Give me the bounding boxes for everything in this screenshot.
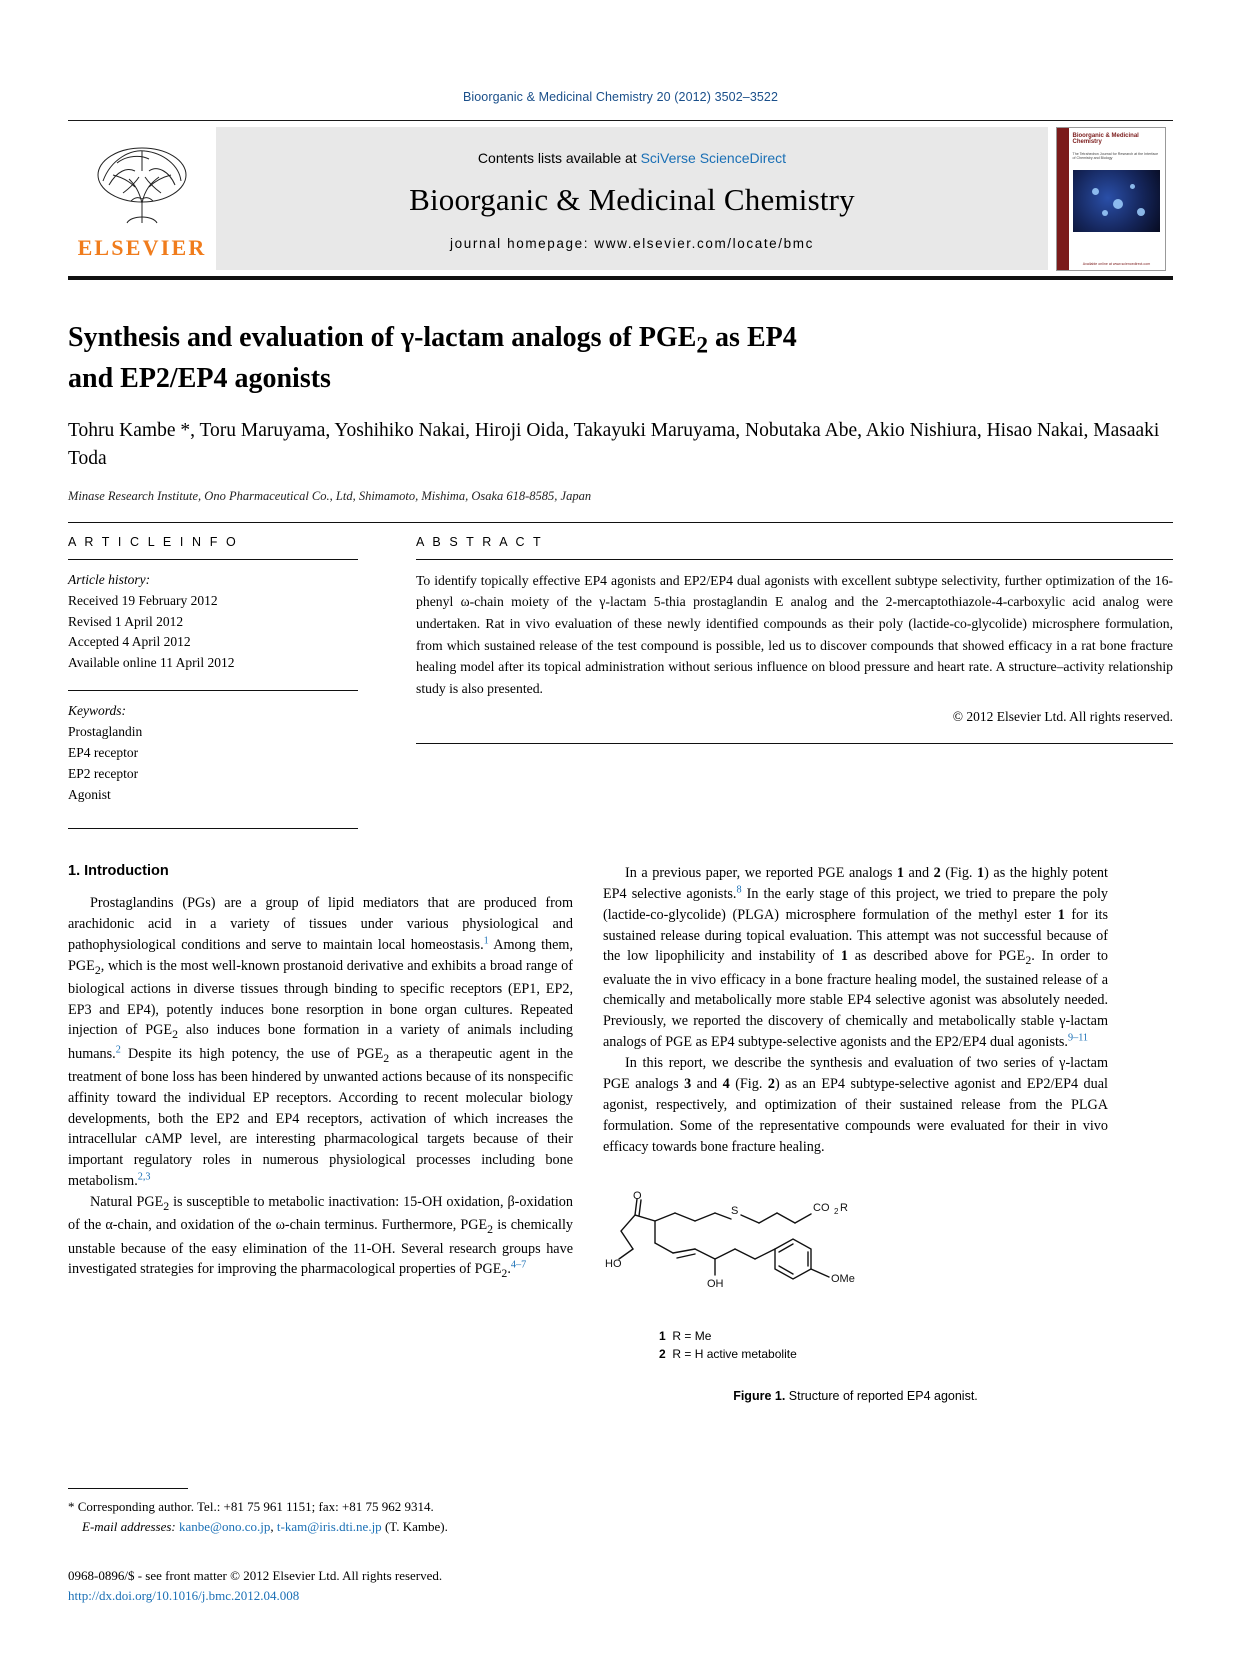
svg-text:2: 2 xyxy=(834,1207,839,1217)
article-info-column xyxy=(68,535,386,829)
info-abstract-section xyxy=(68,522,1173,829)
email-separator: , xyxy=(270,1518,277,1534)
email-line xyxy=(68,1517,573,1537)
compound-number: 1 xyxy=(659,1329,666,1344)
abstract-text: To identify topically effective EP4 agonists and EP2/EP4 dual agonists with excellent subtype selectivity, further optimization of the 16-phenyl ω-chain moiety of the γ-lactam 5-thia prostaglandin E analog and the 2-mercaptothiazole-4-carboxylic acid analog were undertaken. Rat in vivo evaluation of these newly identified compounds as their poly (lactide-co-glycolide) microsphere formulation, from which sustained release of the test compound is possible, led us to discover compounds that showed efficacy in a rat bone fracture healing model after its topical administration without serious influence on blood pressure and heart rate. A structure–activity relationship study is also presented. xyxy=(416,572,1173,696)
title-part-1: Synthesis and evaluation of γ-lactam analogs of PGE xyxy=(68,322,697,353)
cover-spine xyxy=(1057,128,1069,270)
svg-text:R: R xyxy=(840,1202,848,1215)
atom-label-HO: HO xyxy=(605,1258,622,1271)
email-tail: (T. Kambe). xyxy=(381,1518,448,1534)
atom-label-OMe: OMe xyxy=(831,1273,855,1286)
paragraph: In this report, we describe the synthesis and evaluation of two series of γ-lactam PGE analogs 3 and 4 (Fig. 2) as an EP4 subtype-selective agonist and EP2/EP4 dual agonist, respectively, and optimization of their sustained release from the PLGA formulation. Some of the representative compounds were evaluated for their in vivo efficacy towards bone fracture healing. xyxy=(603,1055,1108,1155)
cover-artwork xyxy=(1073,170,1160,232)
chemical-structure-diagram xyxy=(603,1187,1108,1322)
issn-line: 0968-0896/$ - see front matter © 2012 Elsevier Ltd. All rights reserved. xyxy=(68,1567,443,1583)
article-history xyxy=(68,570,358,675)
keywords-label: Keywords: xyxy=(68,703,126,719)
info-bottom-rule xyxy=(68,828,358,829)
atom-label-CO2R: CO xyxy=(813,1202,830,1215)
email-link-1[interactable]: kanbe@ono.co.jp xyxy=(179,1518,271,1534)
title-block xyxy=(68,320,1173,504)
header-bottom-rule xyxy=(68,276,1173,280)
figure-caption xyxy=(603,1389,1108,1403)
compound-row xyxy=(659,1345,1108,1363)
keyword-item: Agonist xyxy=(68,786,111,802)
body-columns xyxy=(68,863,1173,1404)
footnote-block xyxy=(68,1488,573,1536)
contents-line xyxy=(478,150,786,166)
journal-reference: Bioorganic & Medicinal Chemistry 20 (2012) 3502–3522 xyxy=(462,90,779,104)
cover-title: Bioorganic & Medicinal Chemistry xyxy=(1072,132,1139,146)
page-title xyxy=(68,320,1173,397)
atom-label-O: O xyxy=(633,1190,642,1203)
email-link-2[interactable]: t-kam@iris.dti.ne.jp xyxy=(276,1518,382,1534)
paragraph: Prostaglandins (PGs) are a group of lipid mediators that are produced from arachidonic acid in a variety of tissues under various physiological and pathophysiological conditions and serve to maintain local homeostasis.$^1$ Among them, $PGE_2$, which is the most well-known prostanoid derivative and exhibits a broad range of biological actions in diverse tissues through binding to specific receptors (EP1, EP2, EP3 and EP4), potently induces bone resorption in bone organ cultures. Repeated injection of $PGE_2$ also induces bone formation in a variety of animals including humans.$^2$ Despite its high potency, the use of $PGE_2$ as a therapeutic agent in the treatment of bone loss has been hindered by unwanted actions because of its nonspecific affinity toward the individual EP receptors. According to recent molecular biology developments, both the EP2 and EP4 receptors, activation of which increases the intracellular cAMP level, are interesting pharmacological targets because of their important regulatory roles in numerous physiological processes including bone metabolism.$^{2,3}$ xyxy=(68,894,574,1190)
journal-header-band xyxy=(68,120,1173,276)
elsevier-logo xyxy=(68,121,216,276)
author-list: Tohru Kambe *, Toru Maruyama, Yoshihiko Nakai, Hiroji Oida, Takayuki Maruyama, Nobutaka Abe, Akio Nishiura, Hisao Nakai, Masaaki Toda xyxy=(68,420,1160,469)
history-item: Accepted 4 April 2012 xyxy=(68,634,191,650)
history-item: Received 19 February 2012 xyxy=(68,592,218,608)
compound-text: R = Me xyxy=(672,1329,712,1344)
atom-label-S: S xyxy=(731,1205,739,1218)
paragraph: Natural $PGE_2$ is susceptible to metabolic inactivation: 15-OH oxidation, β-oxidation of the α-chain, and oxidation of the ω-chain terminus. Furthermore, $PGE_2$ is chemically unstable because of the easy elimination of the 11-OH. Several research groups have investigated strategies for improving the pharmacological properties of $PGE_2.^{4-7}$ xyxy=(68,1194,573,1281)
email-label: E-mail addresses: xyxy=(82,1518,180,1534)
title-sub: 2 xyxy=(696,332,709,359)
abstract-copyright: © 2012 Elsevier Ltd. All rights reserved. xyxy=(952,708,1173,724)
compound-number: 2 xyxy=(659,1347,666,1362)
title-part-3: and EP2/EP4 agonists xyxy=(68,363,331,395)
keyword-item: EP2 receptor xyxy=(68,766,139,782)
abstract-heading: A B S T R A C T xyxy=(416,534,544,549)
contents-prefix: Contents lists available at xyxy=(477,150,641,166)
compound-text: R = H active metabolite xyxy=(672,1347,797,1362)
paragraph: In a previous paper, we reported PGE analogs 1 and 2 (Fig. 1) as the highly potent EP4 selective agonists.$^8$ In the early stage of this project, we tried to prepare the poly (lactide-co-glycolide) (PLGA) microsphere formulation of the methyl ester 1 for its sustained release during topical evaluation. This attempt was not successful because of the low lipophilicity and instability of 1 as described above for $PGE_2$. In order to evaluate the in vivo efficacy in a bone fracture healing model, the sustained release of a chemically and metabolically more stable EP4 selective agonist was absolutely needed. Previously, we reported the discovery of chemically and metabolically stable γ-lactam analogs of PGE as EP4 subtype-selective agonists and the EP2/EP4 dual agonists.$^{9-11}$ xyxy=(603,864,1108,1051)
sciencedirect-link[interactable]: SciVerse ScienceDirect xyxy=(640,150,787,166)
history-label: Article history: xyxy=(68,571,151,587)
abstract-rule xyxy=(416,559,1173,560)
footnote-rule xyxy=(68,1488,188,1489)
compound-row xyxy=(659,1327,1108,1345)
body-column-right xyxy=(603,863,1108,1404)
article-info-heading: A R T I C L E I N F O xyxy=(68,534,239,549)
compound-legend xyxy=(659,1327,1108,1363)
abstract-column xyxy=(386,535,1173,829)
atom-label-OH: OH xyxy=(707,1278,724,1291)
keywords-block xyxy=(68,690,358,806)
history-item: Revised 1 April 2012 xyxy=(68,613,184,629)
doi-link[interactable]: http://dx.doi.org/10.1016/j.bmc.2012.04.008 xyxy=(68,1587,300,1603)
abstract-bottom-rule xyxy=(416,743,1173,744)
elsevier-wordmark: ELSEVIER xyxy=(77,234,207,260)
section-heading-introduction: 1. Introduction xyxy=(68,862,169,879)
journal-banner xyxy=(216,127,1048,270)
figure-1 xyxy=(603,1187,1108,1403)
keyword-item: EP4 receptor xyxy=(68,745,139,761)
affiliation: Minase Research Institute, Ono Pharmaceutical Co., Ltd, Shimamoto, Mishima, Osaka 618-8585, Japan xyxy=(68,488,592,503)
journal-homepage: journal homepage: www.elsevier.com/locate/bmc xyxy=(450,236,814,251)
issn-doi-block xyxy=(68,1566,442,1606)
title-part-2: as EP4 xyxy=(708,322,797,353)
info-rule xyxy=(68,559,358,560)
figure-label: Figure 1. xyxy=(733,1389,786,1404)
cover-footer: Available online at www.sciencedirect.com xyxy=(1082,261,1151,266)
elsevier-tree-icon xyxy=(83,141,201,233)
history-item: Available online 11 April 2012 xyxy=(68,655,235,671)
figure-caption-text: Structure of reported EP4 agonist. xyxy=(788,1389,978,1404)
corresponding-author-note: * Corresponding author. Tel.: +81 75 961 1151; fax: +81 75 962 9314. xyxy=(68,1499,434,1514)
journal-cover-thumbnail xyxy=(1056,127,1166,271)
journal-title: Bioorganic & Medicinal Chemistry xyxy=(409,182,855,217)
cover-subtitle: The Tetrahedron Journal for Research at the Interface of Chemistry and Biology xyxy=(1072,151,1159,160)
body-column-left xyxy=(68,863,573,1404)
keyword-item: Prostaglandin xyxy=(68,724,143,740)
keywords-rule xyxy=(68,690,358,691)
journal-cover xyxy=(1048,121,1173,276)
